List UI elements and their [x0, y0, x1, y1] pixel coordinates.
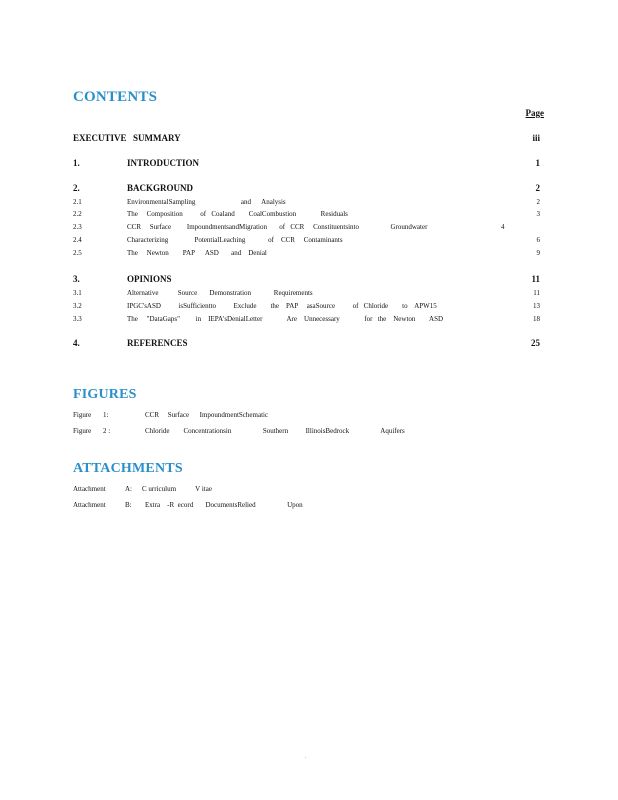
toc-title: OPINIONS	[127, 274, 172, 284]
toc-subtitle: The Newton PAP ASD and Denial	[127, 249, 267, 257]
toc-subnumber: 3.2	[73, 302, 82, 310]
toc-title: INTRODUCTION	[127, 158, 200, 168]
toc-page: 1	[535, 158, 540, 168]
figure-label: Figure	[73, 411, 92, 419]
toc-number: 1.	[73, 158, 80, 168]
toc-subnumber: 3.3	[73, 315, 82, 323]
toc-page: 11	[531, 274, 540, 284]
toc-subpage: 11	[533, 289, 540, 297]
toc-subtitle: Alternative Source Demonstration Requirements	[127, 289, 313, 297]
toc-subnumber: 2.5	[73, 249, 82, 257]
toc-subtitle: CCR Surface ImpoundmentsandMigration of CCR Constituentsinto Groundwater	[127, 223, 428, 231]
figure-number: 1:	[103, 411, 109, 419]
toc-number: 2.	[73, 183, 80, 193]
toc-subpage: 4	[501, 223, 505, 231]
figure-title: CCR Surface ImpoundmentSchematic	[145, 411, 269, 419]
toc-subtitle: EnvironmentalSampling and Analysis	[127, 198, 286, 206]
toc-title: BACKGROUND	[127, 183, 194, 193]
toc-subnumber: 3.1	[73, 289, 82, 297]
toc-number: EXECUTIVE	[73, 133, 127, 143]
toc-subpage: 3	[536, 210, 540, 218]
toc-subpage: 18	[533, 315, 540, 323]
toc-title: REFERENCES	[127, 338, 188, 348]
footer-mark: .	[305, 754, 307, 760]
toc-subnumber: 2.4	[73, 236, 82, 244]
figures-heading: FIGURES	[73, 387, 137, 402]
toc-page: 25	[531, 338, 540, 348]
attachment-label: Attachment	[73, 485, 106, 493]
toc-subtitle: The Composition of Coaland CoalCombustion Residuals	[127, 210, 348, 218]
attachment-label: Attachment	[73, 501, 106, 509]
toc-subtitle: IPGC'sASD isSufficientto Exclude the PAP asaSource of Chloride to APW15	[127, 302, 437, 310]
attachment-title: Extra -R ecord DocumentsRelied Upon	[145, 501, 303, 509]
toc-page: iii	[532, 133, 540, 143]
toc-subpage: 6	[536, 236, 540, 244]
page-column-label: Page	[525, 108, 544, 118]
toc-subtitle: Characterizing PotentialLeaching of CCR Contaminants	[127, 236, 343, 244]
figure-number: 2 :	[103, 427, 111, 435]
contents-heading: CONTENTS	[73, 89, 158, 105]
toc-number: 3.	[73, 274, 80, 284]
toc-subpage: 9	[536, 249, 540, 257]
toc-subnumber: 2.1	[73, 198, 82, 206]
attachment-title: C urriculum V itae	[142, 485, 212, 493]
attachment-letter: A:	[125, 485, 132, 493]
figure-title: Chloride Concentrationsin Southern IllinoisBedrock Aquifers	[145, 427, 405, 435]
toc-title: SUMMARY	[133, 133, 181, 143]
toc-subnumber: 2.2	[73, 210, 82, 218]
toc-page: 2	[535, 183, 540, 193]
toc-subnumber: 2.3	[73, 223, 82, 231]
toc-subpage: 13	[533, 302, 540, 310]
toc-subpage: 2	[536, 198, 540, 206]
toc-number: 4.	[73, 338, 80, 348]
attachments-heading: ATTACHMENTS	[73, 461, 183, 476]
toc-subtitle: The "DataGaps" in IEPA'sDenialLetter Are Unnecessary for the Newton ASD	[127, 315, 444, 323]
figure-label: Figure	[73, 427, 92, 435]
attachment-letter: B:	[125, 501, 132, 509]
